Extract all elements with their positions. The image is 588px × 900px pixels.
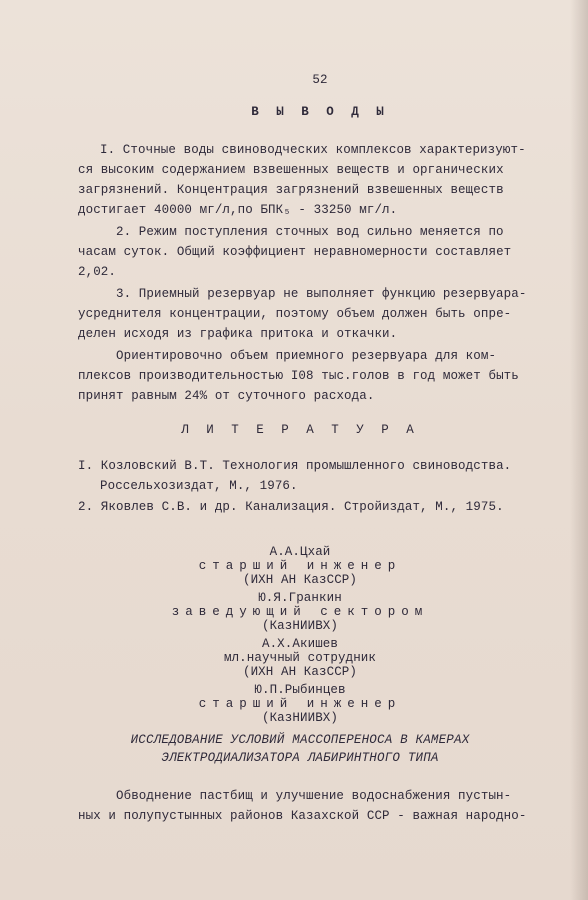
literature-item: I. Козловский В.Т. Технология промышленного свиноводства.: [78, 459, 512, 473]
author-position: старший инженер: [198, 559, 402, 573]
conclusions-line: усреднителя концентрации, поэтому объем должен быть опре-: [78, 307, 512, 321]
author-position: мл.научный сотрудник: [223, 651, 377, 665]
conclusions-line: делен исходя из графика притока и откачки.: [78, 327, 398, 341]
conclusions-line: I. Сточные воды свиноводческих комплексов характеризуют-: [100, 143, 526, 157]
author-position: старший инженер: [198, 697, 402, 711]
author-name: Ю.Я.Гранкин: [258, 591, 342, 605]
article-body-line: Обводнение пастбищ и улучшение водоснабжения пустын-: [116, 789, 512, 803]
author-organization: (ИХН АН КазССР): [242, 665, 358, 679]
literature-heading: Л И Т Е Р А Т У Р А: [181, 423, 419, 437]
article-body-line: ных и полупустынных районов Казахской ССР - важная народно-: [78, 809, 527, 823]
conclusions-line: загрязнений. Концентрация загрязнений взвешенных веществ: [78, 183, 504, 197]
conclusions-line: ся высоким содержанием взвешенных веществ и органических: [78, 163, 504, 177]
article-title-line: ЭЛЕКТРОДИАЛИЗАТОРА ЛАБИРИНТНОГО ТИПА: [161, 751, 439, 765]
author-organization: (КазНИИВХ): [261, 619, 338, 633]
author-name: А.Х.Акишев: [261, 637, 338, 651]
page-number: 52: [312, 73, 328, 87]
author-name: А.А.Цхай: [269, 545, 331, 559]
article-title-line: ИССЛЕДОВАНИЕ УСЛОВИЙ МАССОПЕРЕНОСА В КАМЕРАХ: [130, 733, 470, 747]
author-name: Ю.П.Рыбинцев: [254, 683, 346, 697]
conclusions-line: принят равным 24% от суточного расхода.: [78, 389, 375, 403]
author-organization: (КазНИИВХ): [261, 711, 338, 725]
conclusions-line: плексов производительностью I08 тыс.голов в год может быть: [78, 369, 519, 383]
conclusions-line: часам суток. Общий коэффициент неравномерности составляет: [78, 245, 512, 259]
conclusions-line: 2. Режим поступления сточных вод сильно меняется по: [116, 225, 504, 239]
author-position: заведующий сектором: [171, 605, 429, 619]
conclusions-heading: В Ы В О Д Ы: [251, 105, 389, 119]
conclusions-line: 2,02.: [78, 265, 117, 279]
conclusions-line: Ориентировочно объем приемного резервуара для ком-: [116, 349, 497, 363]
literature-item-continued: Россельхозиздат, М., 1976.: [100, 479, 298, 493]
conclusions-line: достигает 40000 мг/л,по БПК₅ - 33250 мг/л.: [78, 203, 398, 217]
conclusions-line: 3. Приемный резервуар не выполняет функцию резервуара-: [116, 287, 527, 301]
literature-item: 2. Яковлев С.В. и др. Канализация. Стройиздат, М., 1975.: [78, 500, 504, 514]
author-organization: (ИХН АН КазССР): [242, 573, 358, 587]
